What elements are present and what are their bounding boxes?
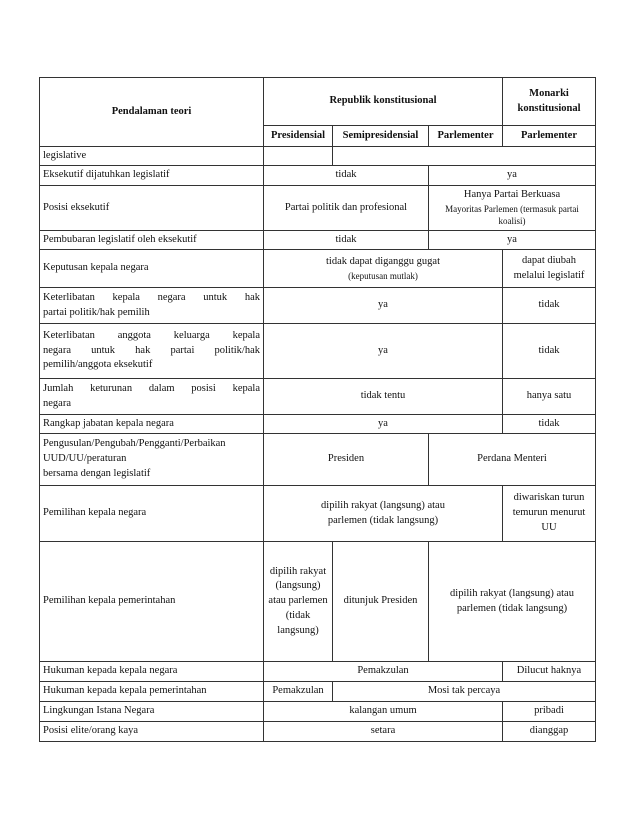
cell-elite-republic: setara [264, 722, 503, 742]
party-involvement-line-1: Keterlibatan kepala negara untuk hak [43, 291, 260, 303]
subheader-semipresidential: Semipresidensial [333, 126, 429, 147]
cell-dissolution-parliament: ya [429, 231, 596, 250]
comparison-table [39, 77, 596, 742]
row-legislative: legislative [40, 147, 264, 166]
row-head-punishment: Hukuman kepada kepala negara [40, 662, 264, 682]
subheader-parliamentary: Parlementer [429, 126, 503, 147]
row-concurrent-office: Rangkap jabatan kepala negara [40, 415, 264, 434]
cell-head-election-monarchy: diwariskan turun temurun menurut UU [503, 486, 596, 542]
row-family-involvement [40, 324, 264, 379]
cell-executive-subject-republic: tidak [264, 166, 429, 186]
cell-elite-monarchy: dianggap [503, 722, 596, 742]
cell-head-punishment-monarchy: Dilucut haknya [503, 662, 596, 682]
cell-head-election-republic: dipilih rakyat (langsung) atau parlemen (tidak langsung) [264, 486, 503, 542]
header-monarchy: Monarki konstitusional [503, 78, 596, 126]
cell-descendants-monarchy: hanya satu [503, 379, 596, 415]
cell-empty [264, 147, 333, 166]
cell-executive-position-republic: Partai politik dan profesional [264, 186, 429, 231]
header-republic: Republik konstitusional [264, 78, 503, 126]
cell-proposal-presidential: Presiden [264, 434, 429, 486]
cell-concurrent-republic: ya [264, 415, 503, 434]
ruling-party-text: Hanya Partai Berkuasa [463, 189, 561, 201]
family-involvement-line-1: Keterlibatan anggota keluarga kepala [43, 329, 260, 341]
header-theory: Pendalaman teori [40, 78, 264, 147]
cell-party-involvement-republic: ya [264, 288, 503, 324]
head-decision-text: tidak dapat diganggu gugat [325, 255, 440, 267]
cell-party-involvement-monarchy: tidak [503, 288, 596, 324]
proposal-line-2: UUD/UU/peraturan [43, 453, 127, 465]
row-head-election: Pemilihan kepala negara [40, 486, 264, 542]
row-proposal [40, 434, 264, 486]
proposal-line-3: bersama dengan legislatif [43, 467, 151, 479]
cell-gov-election-presidential: dipilih rakyat (langsung) atau parlemen (tidak langsung) [264, 542, 333, 662]
row-dissolution: Pembubaran legislatif oleh eksekutif [40, 231, 264, 250]
cell-executive-position-parliament [429, 186, 596, 231]
cell-family-involvement-monarchy: tidak [503, 324, 596, 379]
cell-family-involvement-republic: ya [264, 324, 503, 379]
cell-gov-election-semipresidential: ditunjuk Presiden [333, 542, 429, 662]
cell-proposal-parliamentary: Perdana Menteri [429, 434, 596, 486]
row-descendants [40, 379, 264, 415]
proposal-line-1: Pengusulan/Pengubah/Pengganti/Perbaikan [43, 438, 226, 450]
cell-gov-election-parliamentary: dipilih rakyat (langsung) atau parlemen (tidak langsung) [429, 542, 596, 662]
row-gov-punishment: Hukuman kepada kepala pemerintahan [40, 682, 264, 702]
cell-dissolution-republic: tidak [264, 231, 429, 250]
cell-palace-republic: kalangan umum [264, 702, 503, 722]
row-elite: Posisi elite/orang kaya [40, 722, 264, 742]
majority-coalition-text: Mayoritas Parlemen (termasuk partai koalisi) [445, 203, 579, 227]
row-head-decision: Keputusan kepala negara [40, 250, 264, 288]
family-involvement-line-2: negara untuk hak partai politik/hak [43, 344, 260, 356]
row-executive-position: Posisi eksekutif [40, 186, 264, 231]
cell-palace-monarchy: pribadi [503, 702, 596, 722]
cell-empty [333, 147, 596, 166]
cell-head-punishment-republic: Pemakzulan [264, 662, 503, 682]
head-decision-note: (keputusan mutlak) [348, 270, 418, 281]
family-involvement-line-3: pemilih/anggota eksekutif [43, 359, 153, 371]
cell-gov-punishment-presidential: Pemakzulan [264, 682, 333, 702]
descendants-line-1: Jumlah keturunan dalam posisi kepala [43, 382, 260, 394]
row-party-involvement [40, 288, 264, 324]
subheader-presidential: Presidensial [264, 126, 333, 147]
cell-gov-punishment-parliamentary: Mosi tak percaya [333, 682, 596, 702]
row-gov-election: Pemilihan kepala pemerintahan [40, 542, 264, 662]
descendants-line-2: negara [43, 397, 71, 409]
cell-descendants-republic: tidak tentu [264, 379, 503, 415]
cell-head-decision-republic [264, 250, 503, 288]
cell-concurrent-monarchy: tidak [503, 415, 596, 434]
cell-executive-subject-parliament: ya [429, 166, 596, 186]
row-executive-subject: Eksekutif dijatuhkan legislatif [40, 166, 264, 186]
row-palace: Lingkungan Istana Negara [40, 702, 264, 722]
party-involvement-line-2: partai politik/hak pemilih [43, 306, 150, 318]
cell-head-decision-monarchy: dapat diubah melalui legislatif [503, 250, 596, 288]
subheader-monarchy-parliamentary: Parlementer [503, 126, 596, 147]
